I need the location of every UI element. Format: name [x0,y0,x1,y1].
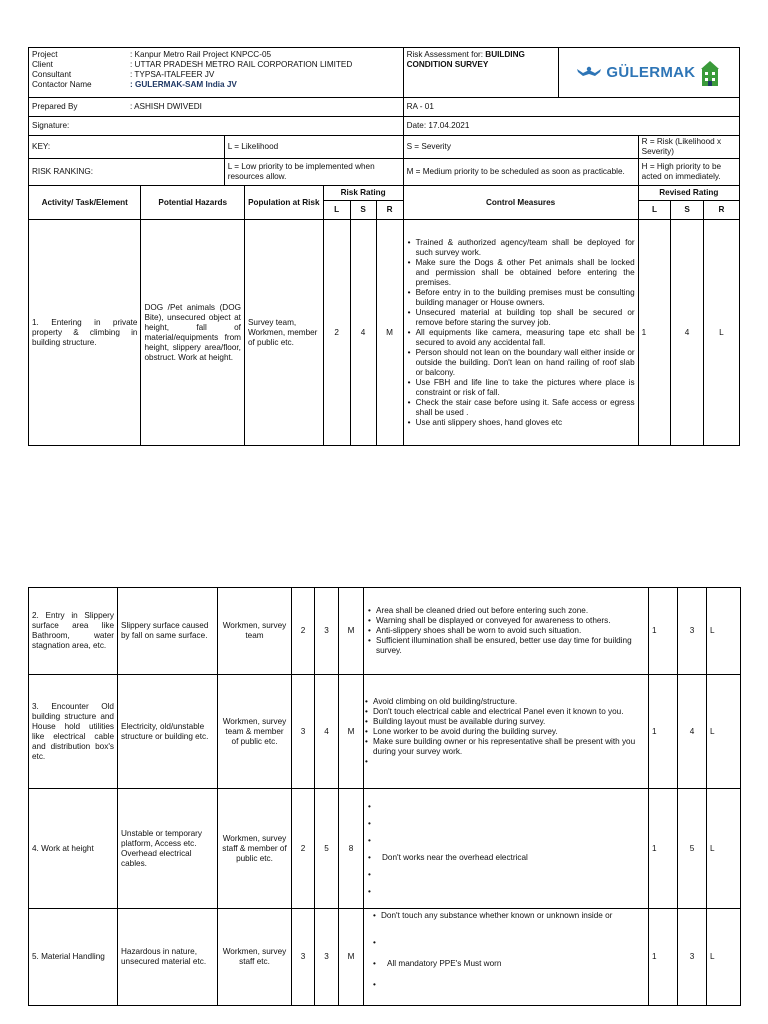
list-item: • Warning shall be displayed or conveyed for awareness to others. [376,616,645,626]
population-cell: Workmen, survey staff & member of public etc. [218,789,292,909]
table-row [29,588,741,675]
controls-cell [364,789,649,909]
date: Date: 17.04.2021 [403,117,739,136]
project-value: : Kanpur Metro Rail Project KNPCC-05 [130,50,272,59]
population-cell: Workmen, survey team [218,588,292,675]
revised-risk-cell: L [703,220,739,446]
activity-cell: 2. Entry in Slippery surface area like Bathroom, water stagnation area, etc. [29,588,118,675]
list-item [381,974,645,995]
risk-cell: M [339,675,364,789]
col-revised-s: S [671,201,704,220]
table-row [29,909,741,1006]
consultant-value: : TYPSA-ITALFEER JV [130,70,215,79]
controls-list [364,697,645,767]
list-item: • Before entry in to the building premises must be consulting building manager or House owners. [416,288,635,308]
list-item: • Unsecured material at building top shall be secured or remove before staring the survey job. [416,308,635,328]
col-revised: Revised Rating [638,186,739,201]
likelihood-cell: 3 [292,909,315,1006]
rank-low: L = Low priority to be implemented when resources allow. [224,159,403,186]
controls-list [367,911,645,995]
col-l: L [323,201,350,220]
hazards-cell: Electricity, old/unstable structure or building etc. [118,675,218,789]
revised-severity-cell: 4 [671,220,704,446]
severity-cell: 3 [315,909,339,1006]
list-item [381,932,645,953]
activity-cell: 4. Work at height [29,789,118,909]
list-item: • Person should not lean on the boundary wall either inside or outside the building. Don't lean on hand railing of roof slab or balcony. [416,348,635,378]
likelihood-cell: 3 [292,675,315,789]
hazards-cell: Unstable or temporary platform, Access etc. Overhead electrical cables. [118,789,218,909]
revised-severity-cell: 4 [678,675,707,789]
list-item [376,798,645,815]
likelihood-cell: 2 [323,220,350,446]
project-info-cell [29,48,404,98]
ra-for-cell [403,48,558,98]
col-control: Control Measures [403,186,638,220]
col-population: Population at Risk [244,186,323,220]
list-item [376,832,645,849]
list-item: • Don't touch any substance whether known or unknown inside or [381,911,645,932]
key-risk: R = Risk (Likelihood x Severity) [638,136,739,159]
contractor-label: Contactor Name [32,80,92,89]
risk-assessment-table-bottom [28,587,741,1006]
likelihood-cell: 2 [292,588,315,675]
col-activity: Activity/ Task/Element [29,186,141,220]
logo-text: GÜLERMAK [606,63,696,81]
severity-cell: 3 [315,588,339,675]
rank-high: H = High priority to be acted on immediately. [638,159,739,186]
list-item [376,866,645,883]
controls-list [367,606,645,656]
table-row [29,675,741,789]
consultant-label: Consultant [32,70,72,79]
risk-cell: M [339,588,364,675]
list-item: • Avoid climbing on old building/structure. [373,697,645,707]
population-cell: Survey team, Workmen, member of public etc. [244,220,323,446]
prepared-by-cell [29,98,404,117]
population-cell: Workmen, survey team & member of public etc. [218,675,292,789]
revised-risk-cell: L [707,588,741,675]
prepared-by-label: Prepared By [32,102,78,111]
list-item: • Don't touch electrical cable and electrical Panel even it known to you. [373,707,645,717]
ra-number: RA - 01 [403,98,739,117]
population-cell: Workmen, survey staff etc. [218,909,292,1006]
controls-cell [364,909,649,1006]
list-item [376,815,645,832]
severity-cell: 4 [315,675,339,789]
revised-severity-cell: 3 [678,588,707,675]
controls-cell [364,588,649,675]
list-item [376,883,645,900]
list-item: • All equipments like camera, measuring tape etc shall be secured to avoid any accidental fall. [416,328,635,348]
key-likelihood: L = Likelihood [224,136,403,159]
revised-likelihood-cell: 1 [649,909,678,1006]
revised-severity-cell: 3 [678,909,707,1006]
likelihood-cell: 2 [292,789,315,909]
revised-likelihood-cell: 1 [649,789,678,909]
prepared-by-value: : ASHISH DWIVEDI [130,102,202,111]
controls-cell [403,220,638,446]
list-item: • Anti-slippery shoes shall be worn to avoid such situation. [376,626,645,636]
col-risk-rating: Risk Rating [323,186,403,201]
controls-list [407,238,635,428]
client-label: Client [32,60,53,69]
list-item: • Check the stair case before using it. Safe access or egress shall be used . [416,398,635,418]
list-item: • All mandatory PPE's Must worn [381,953,645,974]
ranking-label: RISK RANKING: [29,159,225,186]
col-revised-l: L [638,201,671,220]
activity-cell: 3. Encounter Old building structure and House hold utilities like electrical cable and distribution box's etc. [29,675,118,789]
list-item: • Area shall be cleaned dried out before entering such zone. [376,606,645,616]
list-item: • Don't works near the overhead electrical [376,849,645,866]
risk-cell: M [339,909,364,1006]
list-item: • Make sure the Dogs & other Pet animals shall be locked and permission shall be obtained before entering the premises. [416,258,635,288]
logo-cell [558,48,739,98]
severity-cell: 5 [315,789,339,909]
key-severity: S = Severity [403,136,638,159]
revised-severity-cell: 5 [678,789,707,909]
ra-for-value: BUILDING CONDITION SURVEY [406,50,525,69]
list-item: • Make sure building owner or his representative shall be present with you during your survey work. [373,737,645,757]
risk-cell: 8 [339,789,364,909]
col-revised-r: R [703,201,739,220]
col-s: S [350,201,376,220]
hazards-cell: Hazardous in nature, unsecured material etc. [118,909,218,1006]
building-icon [699,59,721,87]
controls-cell [364,675,649,789]
col-r: R [376,201,403,220]
severity-cell: 4 [350,220,376,446]
signature-label: Signature: [29,117,404,136]
risk-cell: M [376,220,403,446]
key-label: KEY: [29,136,225,159]
revised-risk-cell: L [707,789,741,909]
col-hazards: Potential Hazards [141,186,244,220]
weightlifter-icon [576,66,602,80]
revised-likelihood-cell: 1 [649,675,678,789]
list-item: • Use anti slippery shoes, hand gloves etc [416,418,635,428]
hazards-cell: DOG /Pet animals (DOG Bite), unsecured object at height, fall of material/equipments from height, slippery area/floor, obstruct. Work at height. [141,220,244,446]
list-item: • Trained & authorized agency/team shall be deployed for such survey work. [416,238,635,258]
list-item [373,757,645,767]
controls-list [367,798,645,900]
revised-risk-cell: L [707,909,741,1006]
list-item: • Sufficient illumination shall be ensured, better use day time for building survey. [376,636,645,656]
revised-likelihood-cell: 1 [649,588,678,675]
table-row [29,220,740,446]
risk-assessment-table-top [28,47,740,446]
revised-risk-cell: L [707,675,741,789]
project-label: Project [32,50,58,59]
hazards-cell: Slippery surface caused by fall on same surface. [118,588,218,675]
table-row [29,789,741,909]
ra-for-label: Risk Assessment for: [406,50,483,59]
list-item: • Lone worker to be avoid during the building survey. [373,727,645,737]
contractor-value: : GULERMAK-SAM India JV [130,80,237,89]
activity-cell: 1. Entering in private property & climbing in building structure. [29,220,141,446]
list-item: • Use FBH and life line to take the pictures where place is constraint or risk of fall. [416,378,635,398]
revised-likelihood-cell: 1 [638,220,671,446]
rank-medium: M = Medium priority to be scheduled as soon as practicable. [403,159,638,186]
gulermak-logo [562,59,736,87]
list-item: • Building layout must be available during survey. [373,717,645,727]
client-value: : UTTAR PRADESH METRO RAIL CORPORATION LIMITED [130,60,353,69]
activity-cell: 5. Material Handling [29,909,118,1006]
